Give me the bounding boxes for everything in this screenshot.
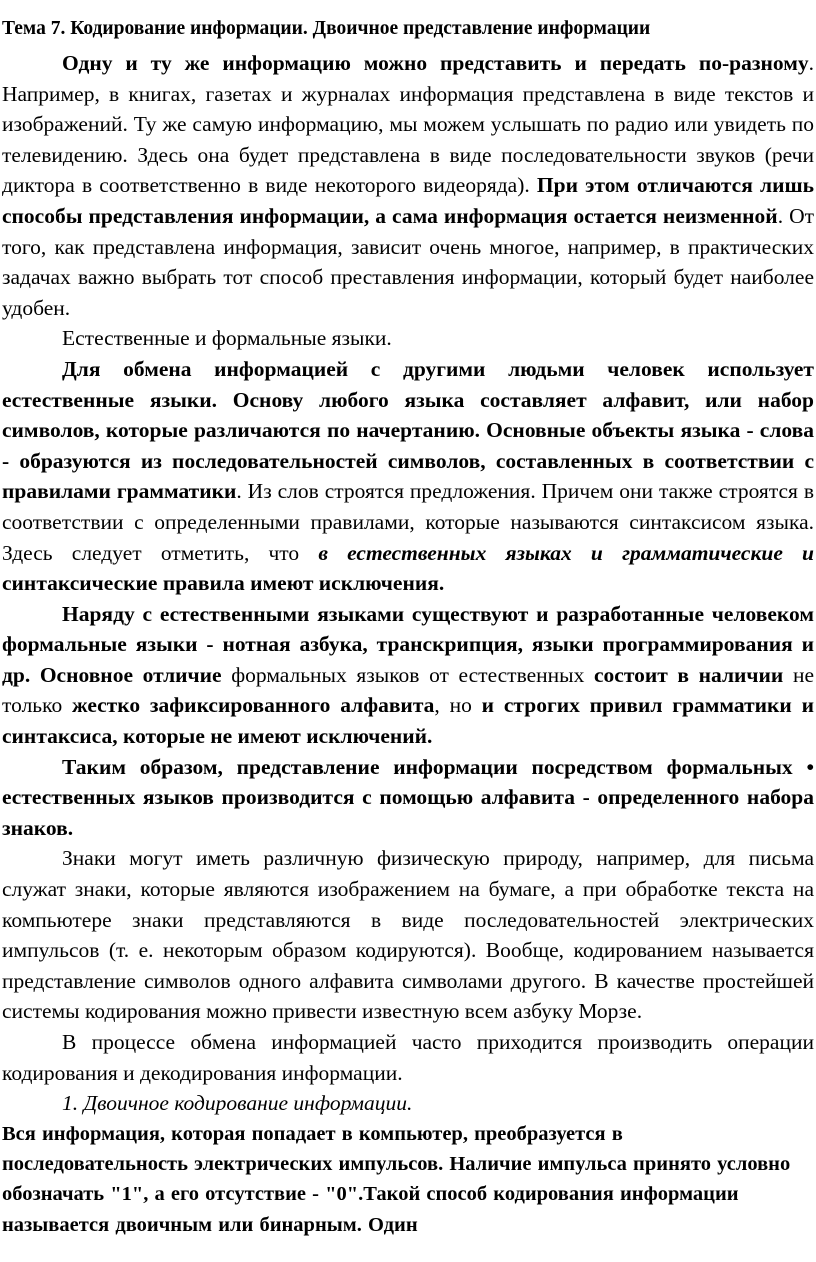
section-heading-languages: Естественные и формальные языки. [62, 326, 392, 351]
formal-bold-2: состоит в наличии [593, 662, 784, 687]
paragraph-alphabet: Таким образом, представление информации посредством формальных • естественных языков производится с помощью алфавита - определенного набора знаков. [2, 754, 814, 840]
natural-bold-italic: в естественных языках и грамматические и [318, 540, 815, 565]
document-title: Тема 7. Кодирование информации. Двоичное представление информации [2, 18, 651, 39]
natural-bold-2: синтаксические правила имеют исключения. [2, 571, 445, 596]
paragraph-coding-operations: В процессе обмена информацией часто приходится производить операции кодирования и декодирования информации. [2, 1030, 814, 1085]
formal-bold-1: Наряду с естественными языками существуют и разработанные человеком формальные языки - нотная азбука, транскрипция, языки программирования и др. Основное отличие [2, 601, 814, 687]
formal-text-1: формальных языков от естественных [221, 662, 594, 687]
formal-bold-3: жестко зафиксированного алфавита [72, 693, 435, 718]
intro-bold-2: При этом отличаются лишь способы представления информации, а сама информация остается неизменной [2, 173, 814, 228]
intro-bold-1: Одну и ту же информацию можно представить и передать по-разному [62, 51, 809, 75]
paragraph-binary-coding: Вся информация, которая попадает в компьютер, преобразуется в последовательность электрических импульсов. Наличие импульса принято условно обозначать "1", а его отсутствие - "0".Такой способ кодирования информации называется двоичным или бинарным. Один [2, 1122, 791, 1236]
formal-text-2: не только [2, 662, 814, 718]
natural-bold-1: Для обмена информацией с другими людьми человек использует естественные языки. Основу любого языка составляет алфавит, или набор символов, которые различаются по начертанию. Основные объекты языка - слова - образуются из последовательностей символов, составленных в соответствии с правилами грамматики [2, 356, 814, 504]
natural-text-1: . Из слов строятся предложения. Причем они также строятся в соответствии с определенными правилами, которые называются синтаксисом языка. Здесь следует отметить, что [2, 479, 814, 565]
formal-text-3: , но [434, 693, 482, 718]
intro-text-2: . От того, как представлена информация, зависит очень многое, например, в практических задачах важно выбрать тот способ преставления информации, который будет наиболее удобен. [2, 203, 814, 320]
paragraph-intro [2, 48, 814, 323]
subheading-binary-coding: 1. Двоичное кодирование информации. [62, 1091, 413, 1116]
formal-bold-4: и строгих привил грамматики и синтаксиса, которые не имеют исключений. [2, 693, 814, 749]
paragraph-formal-languages [2, 599, 814, 752]
paragraph-signs: Знаки могут иметь различную физическую природу, например, для письма служат знаки, которые являются изображением на бумаге, а при обработке текста на компьютере знаки представляются в виде последовательностей электрических импульсов (т. е. некоторым образом кодируются). Вообще, кодированием называется представление символов одного алфавита символами другого. В качестве простейшей системы кодирования можно привести известную всем азбуку Морзе. [2, 846, 814, 1024]
intro-text-1: . Например, в книгах, газетах и журналах информация представлена в виде текстов и изображений. Ту же самую информацию, мы можем услышать по радио или увидеть по телевидению. Здесь она будет представлена в виде последовательности звуков (речи диктора в соответственно в виде некоторого видеоряда). [2, 51, 814, 198]
paragraph-natural-languages [2, 354, 814, 599]
